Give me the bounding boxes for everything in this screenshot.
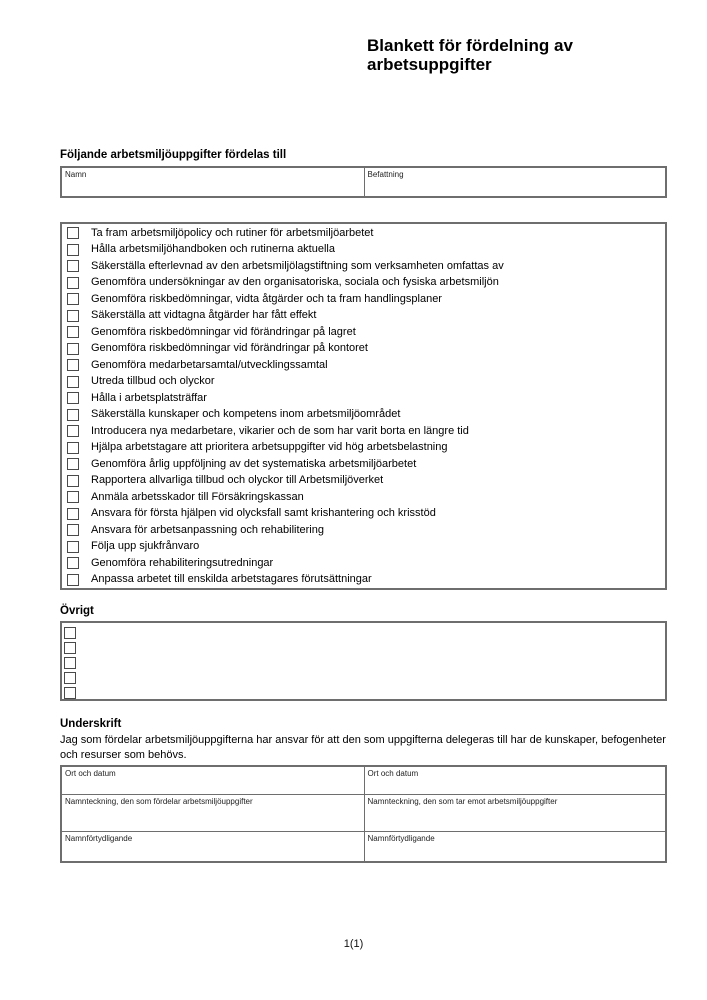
task-checkbox[interactable] (67, 277, 79, 289)
task-checkbox[interactable] (67, 557, 79, 569)
task-label: Genomföra riskbedömningar vid förändringar på lagret (91, 325, 356, 338)
task-row (62, 407, 665, 424)
task-checkbox[interactable] (67, 244, 79, 256)
other-row (62, 671, 665, 686)
signature-cell[interactable] (364, 767, 666, 794)
task-row (62, 242, 665, 259)
task-checkbox[interactable] (67, 524, 79, 536)
task-label: Ta fram arbetsmiljöpolicy och rutiner för arbetsmiljöarbetet (91, 226, 374, 239)
task-checkbox[interactable] (67, 425, 79, 437)
task-checkbox[interactable] (67, 326, 79, 338)
task-row (62, 225, 665, 242)
signature-cell-label: Namnförtydligande (367, 834, 435, 843)
task-row (62, 555, 665, 572)
other-checkbox[interactable] (64, 642, 76, 654)
task-label: Ansvara för arbetsanpassning och rehabilitering (91, 523, 324, 536)
signature-heading: Underskrift (60, 718, 122, 730)
other-row (62, 640, 665, 655)
task-checkbox[interactable] (67, 409, 79, 421)
other-row (62, 686, 665, 701)
task-checkbox[interactable] (67, 541, 79, 553)
task-row (62, 473, 665, 490)
task-label: Följa upp sjukfrånvaro (91, 540, 200, 553)
name-field-label: Namn (65, 170, 87, 179)
task-row (62, 374, 665, 391)
task-checkbox[interactable] (67, 310, 79, 322)
task-row (62, 308, 665, 325)
task-label: Genomföra rehabiliteringsutredningar (91, 556, 274, 569)
task-label: Anpassa arbetet till enskilda arbetstagares förutsättningar (91, 573, 372, 586)
other-heading: Övrigt (60, 605, 94, 617)
task-label: Genomföra medarbetarsamtal/utvecklingssamtal (91, 358, 328, 371)
signature-cell[interactable] (62, 794, 364, 831)
task-row (62, 357, 665, 374)
task-label: Säkerställa kunskaper och kompetens inom arbetsmiljöområdet (91, 408, 401, 421)
task-checkbox[interactable] (67, 343, 79, 355)
task-row (62, 522, 665, 539)
form-content (60, 148, 667, 863)
task-row (62, 440, 665, 457)
task-checkbox[interactable] (67, 475, 79, 487)
signature-cell-label: Ort och datum (367, 769, 419, 778)
task-row (62, 489, 665, 506)
task-label: Rapportera allvarliga tillbud och olyckor till Arbetsmiljöverket (91, 474, 384, 487)
task-label: Genomföra riskbedömningar vid förändringar på kontoret (91, 342, 368, 355)
task-label: Utreda tillbud och olyckor (91, 375, 215, 388)
signature-cell-label: Ort och datum (65, 769, 116, 778)
task-checkbox[interactable] (67, 293, 79, 305)
task-checkbox[interactable] (67, 376, 79, 388)
task-label: Genomföra årlig uppföljning av det systematiska arbetsmiljöarbetet (91, 457, 417, 470)
other-checkbox[interactable] (64, 627, 76, 639)
task-label: Ansvara för första hjälpen vid olycksfall samt krishantering och krisstöd (91, 507, 436, 520)
other-row (62, 625, 665, 640)
task-label: Säkerställa efterlevnad av den arbetsmiljölagstiftning som verksamheten omfattas av (91, 259, 504, 272)
signature-statement: Jag som fördelar arbetsmiljöuppgifterna har ansvar för att den som uppgifterna delegeras till har de kunskaper, befogenheter och resurser som behövs. (60, 734, 666, 761)
task-row (62, 275, 665, 292)
task-checkbox[interactable] (67, 442, 79, 454)
task-row (62, 572, 665, 589)
position-field-label: Befattning (367, 170, 404, 179)
task-list (60, 222, 667, 590)
name-field[interactable] (62, 168, 364, 196)
recipient-table (60, 166, 667, 198)
other-checkbox[interactable] (64, 672, 76, 684)
task-row (62, 423, 665, 440)
task-checkbox[interactable] (67, 491, 79, 503)
form-title: Blankett för fördelning av arbetsuppgifter (367, 36, 573, 74)
task-checkbox[interactable] (67, 359, 79, 371)
page-number: 1(1) (343, 938, 364, 950)
task-label: Genomföra riskbedömningar, vidta åtgärder och ta fram handlingsplaner (91, 292, 442, 305)
task-checkbox[interactable] (67, 392, 79, 404)
other-row (62, 655, 665, 670)
task-row (62, 291, 665, 308)
signature-cell[interactable] (364, 831, 666, 861)
task-checkbox[interactable] (67, 458, 79, 470)
task-row (62, 390, 665, 407)
signature-cell[interactable] (364, 794, 666, 831)
task-checkbox[interactable] (67, 508, 79, 520)
task-checkbox[interactable] (67, 227, 79, 239)
task-row (62, 324, 665, 341)
task-row (62, 506, 665, 523)
task-label: Hålla arbetsmiljöhandboken och rutinerna aktuella (91, 243, 335, 256)
task-label: Säkerställa att vidtagna åtgärder har fått effekt (91, 309, 317, 322)
task-label: Introducera nya medarbetare, vikarier och de som har varit borta en längre tid (91, 424, 469, 437)
task-label: Hålla i arbetsplatsträffar (91, 391, 207, 404)
signature-cell-label: Namnförtydligande (65, 834, 133, 843)
task-label: Anmäla arbetsskador till Försäkringskassan (91, 490, 304, 503)
position-field[interactable] (364, 168, 666, 196)
signature-table (60, 765, 667, 863)
signature-cell[interactable] (62, 831, 364, 861)
task-row (62, 258, 665, 275)
task-checkbox[interactable] (67, 574, 79, 586)
other-checkbox[interactable] (64, 687, 76, 699)
task-label: Genomföra undersökningar av den organisatoriska, sociala och fysiska arbetsmiljön (91, 276, 499, 289)
other-box (60, 621, 667, 701)
signature-cell-label: Namnteckning, den som tar emot arbetsmiljöuppgifter (367, 797, 558, 806)
other-checkbox[interactable] (64, 657, 76, 669)
task-row (62, 341, 665, 358)
task-label: Hjälpa arbetstagare att prioritera arbetsuppgifter vid hög arbetsbelastning (91, 441, 448, 454)
task-row (62, 539, 665, 556)
recipient-heading: Följande arbetsmiljöuppgifter fördelas till (60, 149, 287, 161)
task-checkbox[interactable] (67, 260, 79, 272)
signature-cell-label: Namnteckning, den som fördelar arbetsmiljöuppgifter (65, 797, 253, 806)
task-row (62, 456, 665, 473)
signature-cell[interactable] (62, 767, 364, 794)
